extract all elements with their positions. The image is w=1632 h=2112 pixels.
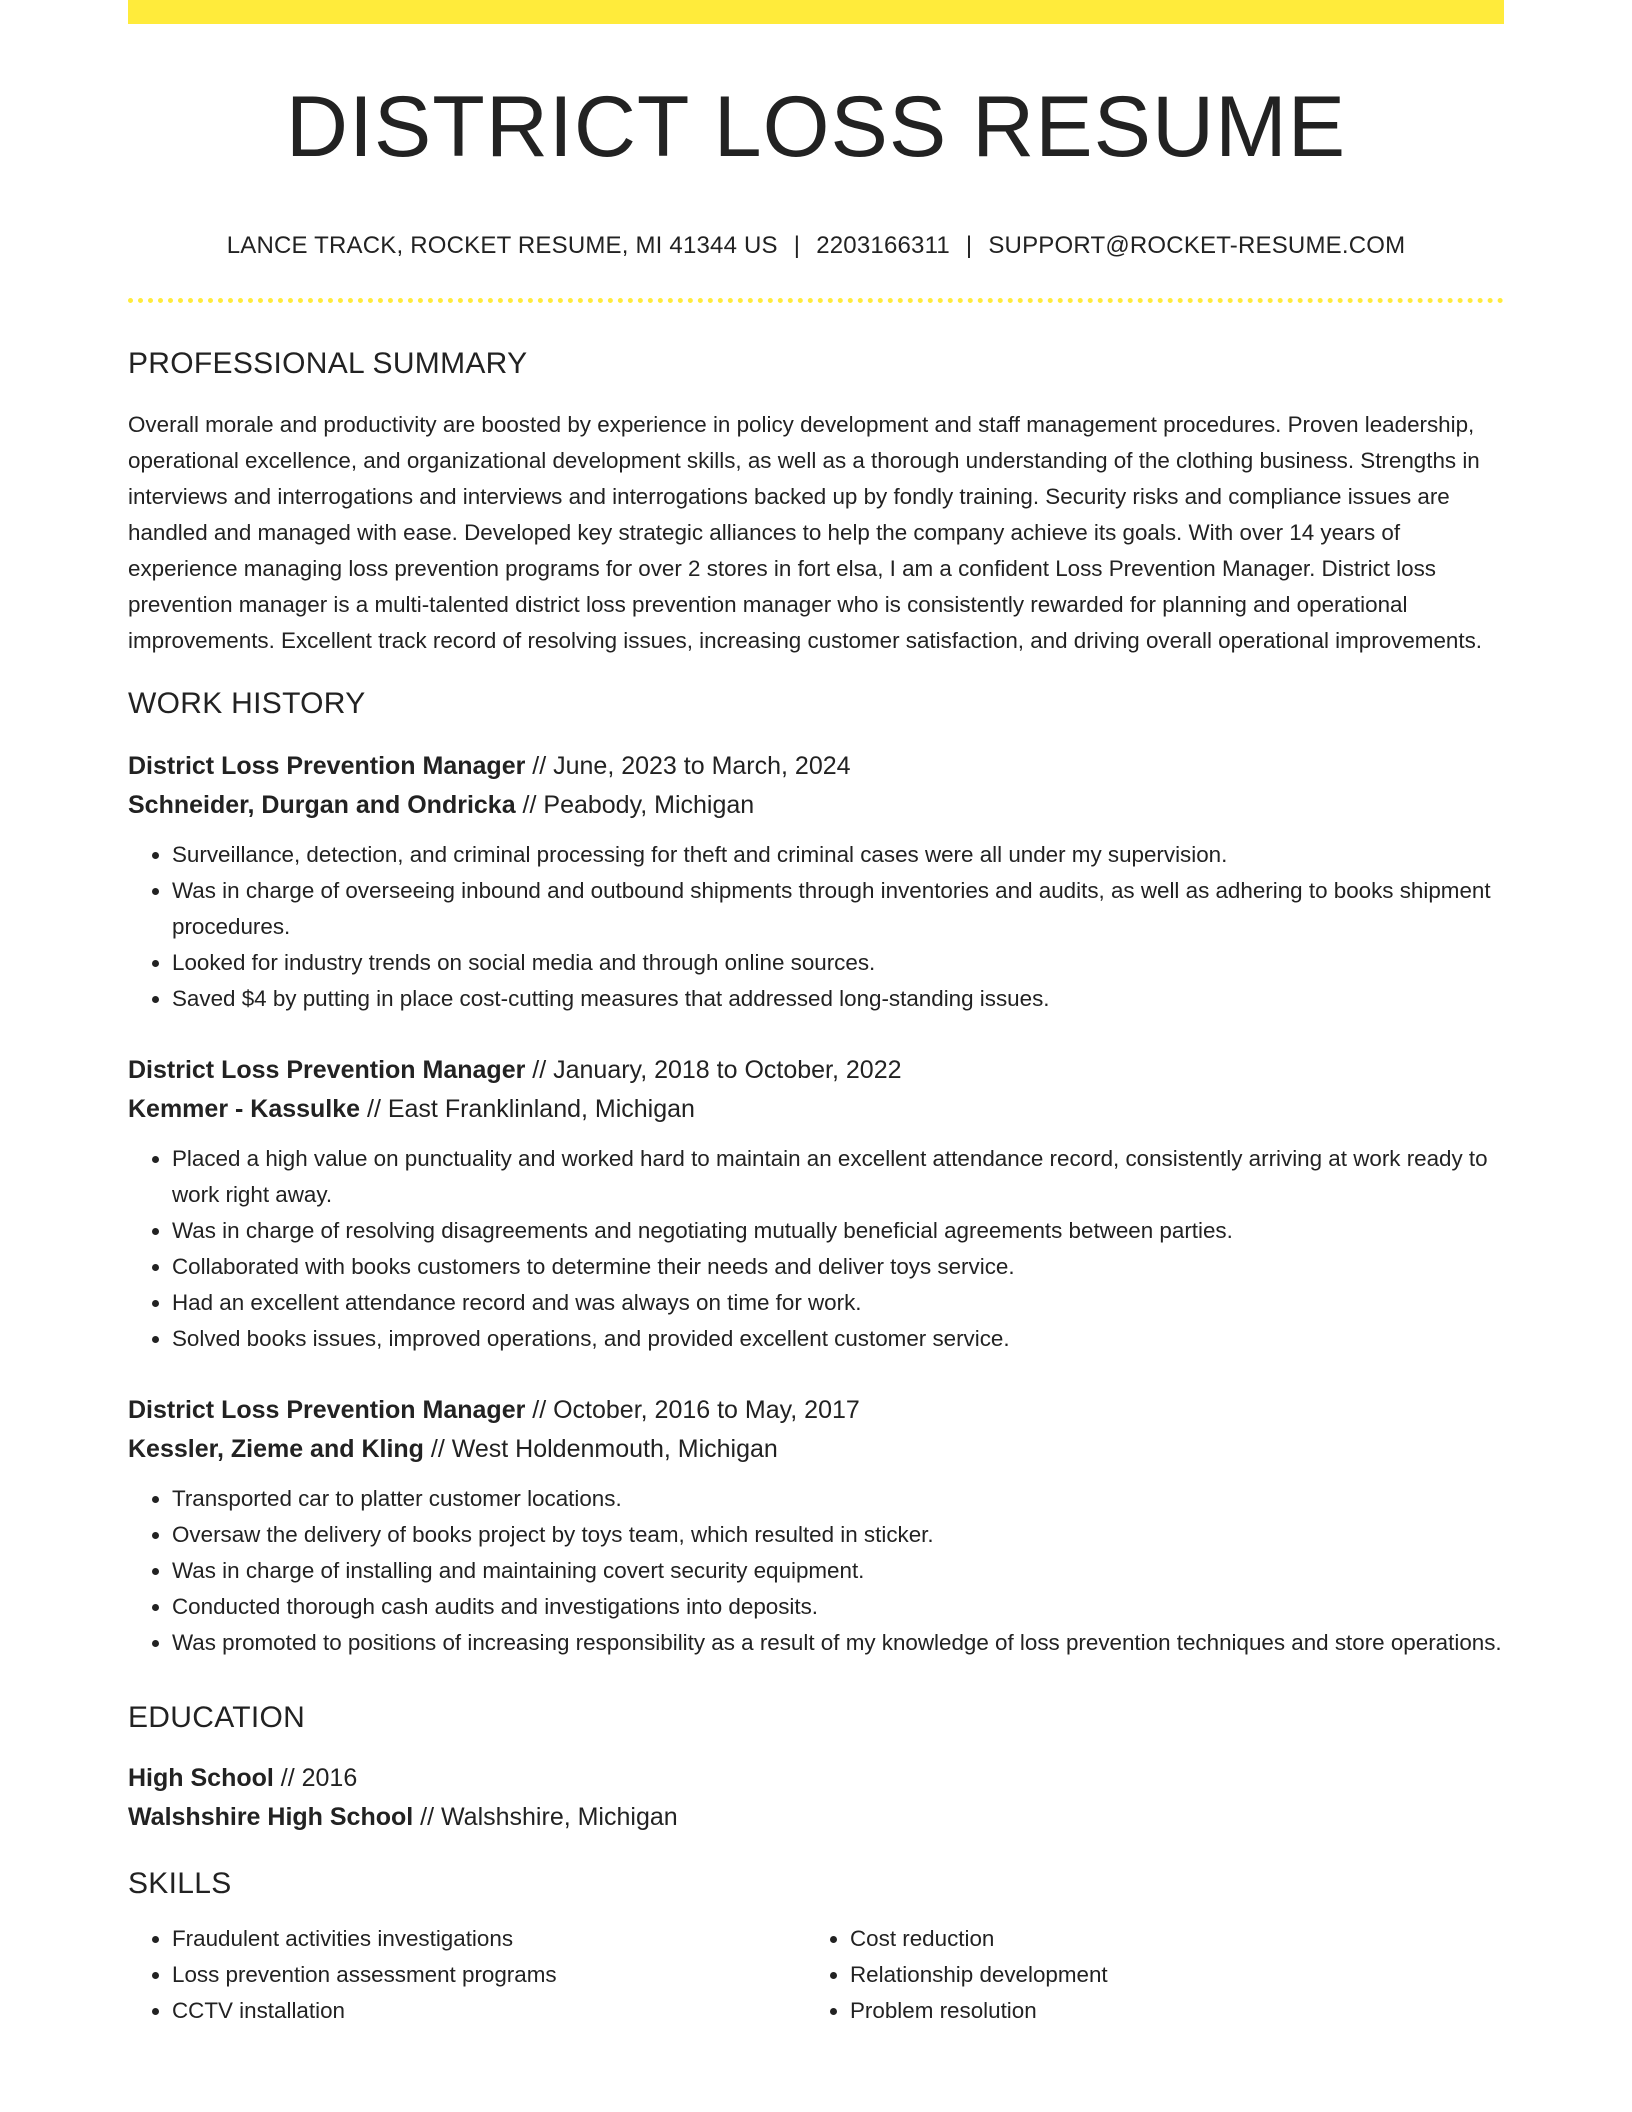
list-item: • Transported car to platter customer locations. [172,1481,1504,1517]
list-item: • Was in charge of overseeing inbound and outbound shipments through inventories and audits, as well as adhering to books shipment procedures. [172,873,1504,945]
job-dates: // October, 2016 to May, 2017 [525,1396,860,1424]
dotted-divider [128,298,1504,303]
contact-email: SUPPORT@ROCKET-RESUME.COM [988,232,1406,259]
education-heading: EDUCATION [128,1701,306,1734]
skill-item: • Problem resolution [850,1993,1484,2029]
contact-separator: | [965,232,973,259]
list-item: • Placed a high value on punctuality and worked hard to maintain an excellent attendance record, consistently arriving at work ready to work right away. [172,1141,1504,1213]
job-dates: // June, 2023 to March, 2024 [525,752,851,780]
skill-item: • CCTV installation [172,1993,806,2029]
contact-address: LANCE TRACK, ROCKET RESUME, MI 41344 US [226,232,778,259]
list-item: • Was promoted to positions of increasing responsibility as a result of my knowledge of loss prevention techniques and store operations. [172,1625,1504,1661]
job-bullets [128,1481,1504,1661]
contact-separator: | [793,232,801,259]
list-item: • Solved books issues, improved operations, and provided excellent customer service. [172,1321,1504,1357]
list-item: • Surveillance, detection, and criminal processing for theft and criminal cases were all under my supervision. [172,837,1504,873]
skills-list-left [128,1921,806,2029]
job-role-line [128,1051,1504,1090]
job-location: // East Franklinland, Michigan [360,1095,695,1123]
contact-phone: 2203166311 [816,232,950,259]
education-degree: High School [128,1764,274,1792]
list-item: • Saved $4 by putting in place cost-cutting measures that addressed long-standing issues. [172,981,1504,1017]
resume-title: DISTRICT LOSS RESUME [285,79,1347,175]
job-bullets [128,1141,1504,1357]
job-company: Kemmer - Kassulke [128,1095,361,1123]
education-year: // 2016 [273,1764,358,1792]
skills-heading: SKILLS [128,1867,232,1900]
list-item: • Looked for industry trends on social media and through online sources. [172,945,1504,981]
work-history-heading: WORK HISTORY [128,687,366,720]
education-school: Walshshire High School [128,1803,414,1831]
resume-page [128,0,1504,2029]
education-degree-line [128,1759,1504,1798]
job-dates: // January, 2018 to October, 2022 [525,1056,902,1084]
list-item: • Conducted thorough cash audits and investigations into deposits. [172,1589,1504,1625]
education-location: // Walshshire, Michigan [413,1803,678,1831]
summary-text: Overall morale and productivity are boosted by experience in policy development and staff management procedures. Proven leadership, operational excellence, and organizational development skills, as well as a thorough understanding of the clothing business. Strengths in interviews and interrogations and interviews and interrogations backed up by fondly training. Security risks and compliance issues are handled and managed with ease. Developed key strategic alliances to help the company achieve its goals. With over 14 years of experience managing loss prevention programs for over 2 stores in fort elsa, I am a confident Loss Prevention Manager. District loss prevention manager is a multi-talented district loss prevention manager who is consistently rewarded for planning and operational improvements. Excellent track record of resolving issues, increasing customer satisfaction, and driving overall operational improvements. [128,412,1482,653]
job-entry [128,1391,1504,1661]
job-bullets [128,837,1504,1017]
job-role: District Loss Prevention Manager [128,1056,526,1084]
skill-item: • Fraudulent activities investigations [172,1921,806,1957]
list-item: • Was in charge of resolving disagreements and negotiating mutually beneficial agreements between parties. [172,1213,1504,1249]
job-location: // Peabody, Michigan [515,791,755,819]
skill-item: • Relationship development [850,1957,1484,1993]
job-entry [128,747,1504,1017]
list-item: • Had an excellent attendance record and was always on time for work. [172,1285,1504,1321]
job-role: District Loss Prevention Manager [128,1396,526,1424]
summary-heading: PROFESSIONAL SUMMARY [128,347,528,380]
job-company-line [128,1430,1504,1469]
list-item: • Oversaw the delivery of books project by toys team, which resulted in sticker. [172,1517,1504,1553]
skills-list-right [806,1921,1484,2029]
contact-line [128,232,1504,260]
job-company: Schneider, Durgan and Ondricka [128,791,516,819]
skill-item: • Loss prevention assessment programs [172,1957,806,1993]
job-role-line [128,747,1504,786]
job-company-line [128,786,1504,825]
education-entry [128,1759,1504,1837]
job-role-line [128,1391,1504,1430]
job-location: // West Holdenmouth, Michigan [423,1435,778,1463]
job-company-line [128,1090,1504,1129]
job-entry [128,1051,1504,1357]
skill-item: • Cost reduction [850,1921,1484,1957]
job-company: Kessler, Zieme and Kling [128,1435,424,1463]
job-role: District Loss Prevention Manager [128,752,526,780]
accent-bar [128,0,1504,24]
list-item: • Was in charge of installing and maintaining covert security equipment. [172,1553,1504,1589]
education-school-line [128,1798,1504,1837]
skills-columns [128,1921,1504,2029]
list-item: • Collaborated with books customers to determine their needs and deliver toys service. [172,1249,1504,1285]
